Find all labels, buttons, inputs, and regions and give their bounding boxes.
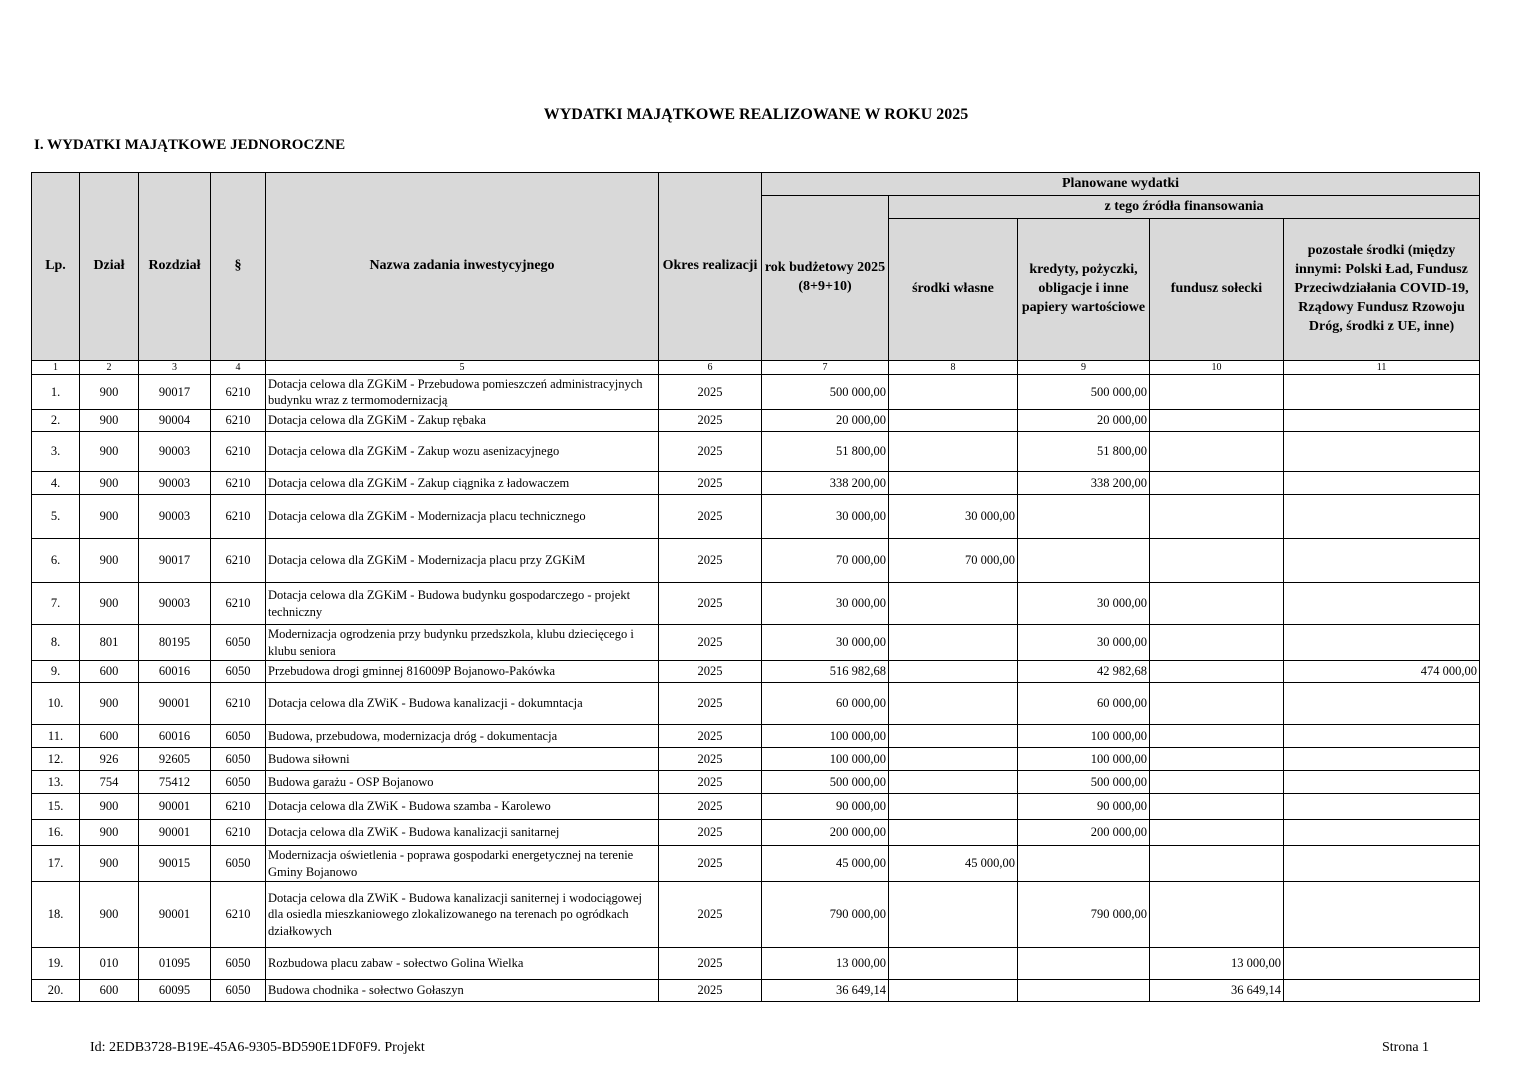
- cell-fundusz-solecki: [1150, 625, 1284, 661]
- cell-srodki-wlasne: [889, 748, 1018, 771]
- cell-lp: 1.: [32, 375, 80, 410]
- cell-kredyty: 790 000,00: [1018, 882, 1150, 948]
- cell-pozostale: [1284, 771, 1480, 794]
- cell-srodki-wlasne: [889, 432, 1018, 472]
- cell-kredyty: 20 000,00: [1018, 410, 1150, 432]
- cell-rok: 90 000,00: [762, 794, 889, 820]
- cell-dzial: 900: [80, 846, 139, 882]
- cell-paragraf: 6210: [211, 432, 266, 472]
- cell-lp: 8.: [32, 625, 80, 661]
- cell-srodki-wlasne: [889, 948, 1018, 980]
- cell-fundusz-solecki: 36 649,14: [1150, 980, 1284, 1002]
- cell-fundusz-solecki: [1150, 539, 1284, 583]
- cell-rok: 36 649,14: [762, 980, 889, 1002]
- table-row: [32, 583, 1480, 625]
- cell-srodki-wlasne: [889, 472, 1018, 495]
- cell-dzial: 900: [80, 794, 139, 820]
- cell-srodki-wlasne: [889, 661, 1018, 683]
- cell-lp: 11.: [32, 725, 80, 748]
- cell-pozostale: [1284, 495, 1480, 539]
- cell-lp: 5.: [32, 495, 80, 539]
- cell-pozostale: [1284, 472, 1480, 495]
- cell-okres: 2025: [659, 980, 762, 1002]
- cell-dzial: 900: [80, 495, 139, 539]
- cell-kredyty: [1018, 539, 1150, 583]
- table-row: [32, 495, 1480, 539]
- cell-kredyty: [1018, 948, 1150, 980]
- cell-pozostale: [1284, 820, 1480, 846]
- cell-kredyty: 200 000,00: [1018, 820, 1150, 846]
- header-rozdzial: Rozdział: [139, 173, 211, 361]
- cell-rozdzial: 90003: [139, 432, 211, 472]
- cell-lp: 6.: [32, 539, 80, 583]
- column-number-row: [32, 361, 1480, 375]
- cell-fundusz-solecki: [1150, 794, 1284, 820]
- column-number: 5: [266, 361, 659, 375]
- cell-pozostale: [1284, 846, 1480, 882]
- cell-rok: 30 000,00: [762, 583, 889, 625]
- cell-paragraf: 6210: [211, 820, 266, 846]
- cell-fundusz-solecki: [1150, 375, 1284, 410]
- cell-dzial: 900: [80, 583, 139, 625]
- column-number: 1: [32, 361, 80, 375]
- cell-pozostale: [1284, 980, 1480, 1002]
- cell-fundusz-solecki: [1150, 583, 1284, 625]
- page-title: WYDATKI MAJĄTKOWE REALIZOWANE W ROKU 2025: [543, 106, 969, 123]
- cell-rozdzial: 90001: [139, 683, 211, 725]
- cell-lp: 4.: [32, 472, 80, 495]
- cell-kredyty: 60 000,00: [1018, 683, 1150, 725]
- column-number: 11: [1284, 361, 1480, 375]
- cell-rozdzial: 90017: [139, 375, 211, 410]
- cell-nazwa: Dotacja celowa dla ZWiK - Budowa kanalizacji saniternej i wodociągowej dla osiedla mieszkaniowego zlokalizowanego na terenach po ogródkach działkowych: [266, 882, 659, 948]
- table-row: [32, 539, 1480, 583]
- cell-okres: 2025: [659, 820, 762, 846]
- table-body: [32, 361, 1480, 1002]
- cell-pozostale: [1284, 539, 1480, 583]
- cell-lp: 15.: [32, 794, 80, 820]
- section-title: I. WYDATKI MAJĄTKOWE JEDNOROCZNE: [34, 137, 346, 153]
- column-number: 7: [762, 361, 889, 375]
- cell-lp: 19.: [32, 948, 80, 980]
- cell-dzial: 754: [80, 771, 139, 794]
- cell-nazwa: Budowa garażu - OSP Bojanowo: [266, 771, 659, 794]
- cell-kredyty: 90 000,00: [1018, 794, 1150, 820]
- cell-dzial: 900: [80, 539, 139, 583]
- cell-fundusz-solecki: [1150, 882, 1284, 948]
- cell-lp: 13.: [32, 771, 80, 794]
- document-id: Id: 2EDB3728-B19E-45A6-9305-BD590E1DF0F9. Projekt: [90, 1040, 425, 1055]
- cell-srodki-wlasne: 70 000,00: [889, 539, 1018, 583]
- cell-srodki-wlasne: [889, 625, 1018, 661]
- cell-pozostale: [1284, 748, 1480, 771]
- header-fundusz-solecki: fundusz sołecki: [1150, 219, 1284, 361]
- cell-nazwa: Budowa siłowni: [266, 748, 659, 771]
- header-kredyty: kredyty, pożyczki, obligacje i inne papiery wartościowe: [1018, 219, 1150, 361]
- expenditure-table: [31, 172, 1480, 1002]
- cell-dzial: 900: [80, 375, 139, 410]
- header-okres: Okres realizacji: [659, 173, 762, 361]
- cell-okres: 2025: [659, 375, 762, 410]
- cell-kredyty: 42 982,68: [1018, 661, 1150, 683]
- cell-rozdzial: 90003: [139, 583, 211, 625]
- table-row: [32, 432, 1480, 472]
- cell-kredyty: 51 800,00: [1018, 432, 1150, 472]
- cell-nazwa: Dotacja celowa dla ZGKiM - Zakup rębaka: [266, 410, 659, 432]
- page-number: Strona 1: [1382, 1040, 1430, 1055]
- header-pozostale: pozostałe środki (między innymi: Polski Ład, Fundusz Przeciwdziałania COVID-19, Rządowy Fundusz Rzowoju Dróg, środki z UE, inne): [1284, 219, 1480, 361]
- cell-rok: 100 000,00: [762, 725, 889, 748]
- cell-rozdzial: 90003: [139, 495, 211, 539]
- cell-okres: 2025: [659, 794, 762, 820]
- cell-okres: 2025: [659, 539, 762, 583]
- column-number: 6: [659, 361, 762, 375]
- table-row: [32, 625, 1480, 661]
- cell-okres: 2025: [659, 948, 762, 980]
- cell-okres: 2025: [659, 625, 762, 661]
- cell-rok: 338 200,00: [762, 472, 889, 495]
- cell-paragraf: 6050: [211, 771, 266, 794]
- cell-nazwa: Budowa, przebudowa, modernizacja dróg - dokumentacja: [266, 725, 659, 748]
- cell-nazwa: Przebudowa drogi gminnej 816009P Bojanowo-Pakówka: [266, 661, 659, 683]
- cell-kredyty: [1018, 980, 1150, 1002]
- cell-rok: 500 000,00: [762, 771, 889, 794]
- cell-paragraf: 6210: [211, 410, 266, 432]
- cell-okres: 2025: [659, 882, 762, 948]
- header-srodki-wlasne: środki własne: [889, 219, 1018, 361]
- cell-paragraf: 6210: [211, 375, 266, 410]
- cell-srodki-wlasne: [889, 794, 1018, 820]
- column-number: 3: [139, 361, 211, 375]
- cell-lp: 18.: [32, 882, 80, 948]
- table-row: [32, 410, 1480, 432]
- cell-nazwa: Dotacja celowa dla ZWiK - Budowa kanalizacji sanitarnej: [266, 820, 659, 846]
- table-row: [32, 661, 1480, 683]
- cell-rok: 100 000,00: [762, 748, 889, 771]
- cell-pozostale: [1284, 410, 1480, 432]
- cell-rok: 45 000,00: [762, 846, 889, 882]
- column-number: 2: [80, 361, 139, 375]
- cell-okres: 2025: [659, 495, 762, 539]
- table-row: [32, 846, 1480, 882]
- cell-srodki-wlasne: [889, 410, 1018, 432]
- table-row: [32, 820, 1480, 846]
- cell-dzial: 900: [80, 683, 139, 725]
- cell-pozostale: [1284, 948, 1480, 980]
- header-planowane: Planowane wydatki: [762, 173, 1480, 196]
- cell-rozdzial: 90003: [139, 472, 211, 495]
- cell-paragraf: 6050: [211, 980, 266, 1002]
- table-row: [32, 472, 1480, 495]
- cell-rok: 30 000,00: [762, 495, 889, 539]
- cell-rok: 30 000,00: [762, 625, 889, 661]
- header-lp: Lp.: [32, 173, 80, 361]
- header-paragraf: §: [211, 173, 266, 361]
- cell-dzial: 900: [80, 410, 139, 432]
- cell-nazwa: Dotacja celowa dla ZWiK - Budowa szamba - Karolewo: [266, 794, 659, 820]
- cell-nazwa: Dotacja celowa dla ZGKiM - Modernizacja placu technicznego: [266, 495, 659, 539]
- cell-pozostale: [1284, 432, 1480, 472]
- table-row: [32, 882, 1480, 948]
- cell-rozdzial: 90015: [139, 846, 211, 882]
- cell-rozdzial: 90004: [139, 410, 211, 432]
- cell-rozdzial: 60095: [139, 980, 211, 1002]
- table-row: [32, 794, 1480, 820]
- cell-okres: 2025: [659, 661, 762, 683]
- cell-fundusz-solecki: [1150, 432, 1284, 472]
- cell-fundusz-solecki: [1150, 495, 1284, 539]
- cell-fundusz-solecki: [1150, 820, 1284, 846]
- cell-lp: 10.: [32, 683, 80, 725]
- cell-rok: 516 982,68: [762, 661, 889, 683]
- cell-paragraf: 6050: [211, 748, 266, 771]
- cell-lp: 12.: [32, 748, 80, 771]
- cell-srodki-wlasne: 30 000,00: [889, 495, 1018, 539]
- table-row: [32, 725, 1480, 748]
- cell-dzial: 900: [80, 432, 139, 472]
- cell-dzial: 926: [80, 748, 139, 771]
- cell-dzial: 600: [80, 725, 139, 748]
- cell-srodki-wlasne: [889, 375, 1018, 410]
- cell-paragraf: 6050: [211, 948, 266, 980]
- cell-okres: 2025: [659, 683, 762, 725]
- cell-rok: 13 000,00: [762, 948, 889, 980]
- cell-nazwa: Dotacja celowa dla ZWiK - Budowa kanalizacji - dokumntacja: [266, 683, 659, 725]
- cell-pozostale: [1284, 583, 1480, 625]
- cell-pozostale: [1284, 683, 1480, 725]
- cell-paragraf: 6050: [211, 846, 266, 882]
- column-number: 10: [1150, 361, 1284, 375]
- cell-okres: 2025: [659, 771, 762, 794]
- cell-nazwa: Dotacja celowa dla ZGKiM - Zakup wozu asenizacyjnego: [266, 432, 659, 472]
- cell-rozdzial: 90017: [139, 539, 211, 583]
- cell-paragraf: 6210: [211, 882, 266, 948]
- cell-dzial: 900: [80, 472, 139, 495]
- table-row: [32, 771, 1480, 794]
- header-dzial: Dział: [80, 173, 139, 361]
- table-row: [32, 375, 1480, 410]
- cell-okres: 2025: [659, 846, 762, 882]
- cell-fundusz-solecki: [1150, 410, 1284, 432]
- cell-dzial: 010: [80, 948, 139, 980]
- cell-kredyty: 100 000,00: [1018, 748, 1150, 771]
- cell-lp: 2.: [32, 410, 80, 432]
- cell-okres: 2025: [659, 748, 762, 771]
- cell-paragraf: 6050: [211, 661, 266, 683]
- cell-rok: 790 000,00: [762, 882, 889, 948]
- table-row: [32, 980, 1480, 1002]
- column-number: 8: [889, 361, 1018, 375]
- header-rok: rok budżetowy 2025 (8+9+10): [762, 196, 889, 361]
- table-row: [32, 748, 1480, 771]
- cell-lp: 17.: [32, 846, 80, 882]
- cell-rozdzial: 90001: [139, 820, 211, 846]
- cell-paragraf: 6210: [211, 495, 266, 539]
- cell-rozdzial: 01095: [139, 948, 211, 980]
- column-number: 4: [211, 361, 266, 375]
- cell-okres: 2025: [659, 725, 762, 748]
- cell-paragraf: 6050: [211, 625, 266, 661]
- cell-paragraf: 6210: [211, 583, 266, 625]
- cell-fundusz-solecki: [1150, 661, 1284, 683]
- cell-srodki-wlasne: [889, 725, 1018, 748]
- cell-pozostale: [1284, 794, 1480, 820]
- cell-kredyty: 500 000,00: [1018, 375, 1150, 410]
- cell-okres: 2025: [659, 410, 762, 432]
- cell-paragraf: 6210: [211, 683, 266, 725]
- cell-rozdzial: 80195: [139, 625, 211, 661]
- cell-lp: 9.: [32, 661, 80, 683]
- cell-pozostale: [1284, 725, 1480, 748]
- cell-paragraf: 6210: [211, 472, 266, 495]
- cell-dzial: 600: [80, 980, 139, 1002]
- cell-pozostale: [1284, 882, 1480, 948]
- cell-rozdzial: 90001: [139, 882, 211, 948]
- cell-rok: 500 000,00: [762, 375, 889, 410]
- cell-dzial: 900: [80, 882, 139, 948]
- cell-rok: 70 000,00: [762, 539, 889, 583]
- cell-fundusz-solecki: [1150, 748, 1284, 771]
- cell-paragraf: 6210: [211, 539, 266, 583]
- cell-nazwa: Rozbudowa placu zabaw - sołectwo Golina Wielka: [266, 948, 659, 980]
- cell-paragraf: 6210: [211, 794, 266, 820]
- cell-rozdzial: 75412: [139, 771, 211, 794]
- cell-okres: 2025: [659, 432, 762, 472]
- cell-rozdzial: 92605: [139, 748, 211, 771]
- cell-fundusz-solecki: [1150, 846, 1284, 882]
- cell-kredyty: 100 000,00: [1018, 725, 1150, 748]
- cell-srodki-wlasne: [889, 771, 1018, 794]
- cell-okres: 2025: [659, 583, 762, 625]
- cell-srodki-wlasne: [889, 980, 1018, 1002]
- cell-lp: 16.: [32, 820, 80, 846]
- cell-rok: 20 000,00: [762, 410, 889, 432]
- cell-srodki-wlasne: [889, 820, 1018, 846]
- header-ztego: z tego źródła finansowania: [889, 196, 1480, 219]
- cell-rok: 51 800,00: [762, 432, 889, 472]
- cell-pozostale: [1284, 625, 1480, 661]
- cell-dzial: 801: [80, 625, 139, 661]
- cell-nazwa: Modernizacja ogrodzenia przy budynku przedszkola, klubu dziecięcego i klubu seniora: [266, 625, 659, 661]
- cell-rozdzial: 60016: [139, 661, 211, 683]
- cell-rozdzial: 90001: [139, 794, 211, 820]
- cell-kredyty: [1018, 495, 1150, 539]
- cell-nazwa: Dotacja celowa dla ZGKiM - Zakup ciągnika z ładowaczem: [266, 472, 659, 495]
- cell-rok: 200 000,00: [762, 820, 889, 846]
- cell-dzial: 900: [80, 820, 139, 846]
- cell-paragraf: 6050: [211, 725, 266, 748]
- cell-kredyty: 338 200,00: [1018, 472, 1150, 495]
- cell-lp: 3.: [32, 432, 80, 472]
- cell-nazwa: Modernizacja oświetlenia - poprawa gospodarki energetycznej na terenie Gminy Bojanowo: [266, 846, 659, 882]
- cell-okres: 2025: [659, 472, 762, 495]
- table-row: [32, 683, 1480, 725]
- cell-srodki-wlasne: [889, 583, 1018, 625]
- cell-rozdzial: 60016: [139, 725, 211, 748]
- cell-pozostale: 474 000,00: [1284, 661, 1480, 683]
- cell-kredyty: 500 000,00: [1018, 771, 1150, 794]
- cell-fundusz-solecki: 13 000,00: [1150, 948, 1284, 980]
- cell-fundusz-solecki: [1150, 771, 1284, 794]
- cell-nazwa: Dotacja celowa dla ZGKiM - Przebudowa pomieszczeń administracyjnych budynku wraz z termomodernizacją: [266, 375, 659, 410]
- cell-srodki-wlasne: [889, 683, 1018, 725]
- cell-kredyty: [1018, 846, 1150, 882]
- column-number: 9: [1018, 361, 1150, 375]
- cell-dzial: 600: [80, 661, 139, 683]
- cell-nazwa: Budowa chodnika - sołectwo Gołaszyn: [266, 980, 659, 1002]
- cell-rok: 60 000,00: [762, 683, 889, 725]
- cell-kredyty: 30 000,00: [1018, 583, 1150, 625]
- cell-nazwa: Dotacja celowa dla ZGKiM - Modernizacja placu przy ZGKiM: [266, 539, 659, 583]
- cell-fundusz-solecki: [1150, 683, 1284, 725]
- cell-fundusz-solecki: [1150, 725, 1284, 748]
- cell-srodki-wlasne: [889, 882, 1018, 948]
- table-row: [32, 948, 1480, 980]
- cell-pozostale: [1284, 375, 1480, 410]
- cell-kredyty: 30 000,00: [1018, 625, 1150, 661]
- cell-nazwa: Dotacja celowa dla ZGKiM - Budowa budynku gospodarczego - projekt techniczny: [266, 583, 659, 625]
- header-nazwa: Nazwa zadania inwestycyjnego: [266, 173, 659, 361]
- cell-fundusz-solecki: [1150, 472, 1284, 495]
- cell-lp: 7.: [32, 583, 80, 625]
- cell-lp: 20.: [32, 980, 80, 1002]
- cell-srodki-wlasne: 45 000,00: [889, 846, 1018, 882]
